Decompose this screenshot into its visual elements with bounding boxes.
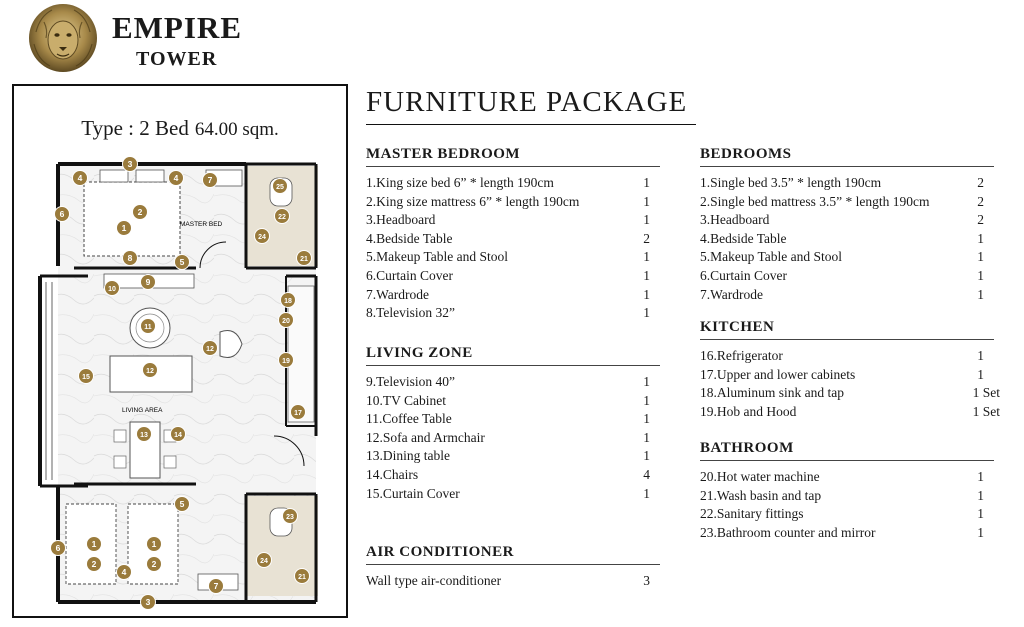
- package-item-qty: 1: [977, 249, 984, 265]
- furniture-marker-24: [255, 229, 270, 244]
- package-item-qty: 1: [643, 249, 650, 265]
- svg-text:12: 12: [206, 346, 214, 353]
- package-item-qty: 2: [977, 175, 984, 190]
- package-item-label: 15.Curtain Cover: [366, 485, 460, 501]
- package-item-label: 20.Hot water machine: [700, 469, 820, 484]
- package-item-qty: 1: [643, 267, 650, 283]
- section-heading: BATHROOM: [700, 440, 994, 461]
- package-item: [700, 267, 994, 286]
- package-item: [366, 211, 660, 230]
- section-heading: KITCHEN: [700, 319, 994, 340]
- package-item-label: 5.Makeup Table and Stool: [700, 249, 843, 265]
- furniture-marker-12: [143, 363, 158, 378]
- furniture-marker-5: [175, 255, 190, 270]
- svg-text:6: 6: [59, 209, 65, 219]
- package-item-qty: 1: [643, 175, 650, 190]
- master-bed-label: MASTER BED: [180, 221, 223, 228]
- package-item-label: Wall type air-conditioner: [366, 573, 502, 588]
- furniture-marker-4: [117, 565, 132, 580]
- package-item: [700, 347, 994, 366]
- package-item: [366, 429, 660, 448]
- package-item-qty: 1: [977, 469, 984, 484]
- furniture-marker-1: [87, 537, 102, 552]
- package-item: [366, 447, 660, 466]
- svg-text:5: 5: [179, 499, 185, 509]
- section-living-zone: [366, 345, 660, 503]
- package-item: [366, 466, 660, 485]
- svg-text:19: 19: [282, 358, 290, 365]
- section-air-conditioner: [366, 544, 660, 591]
- package-item-qty: 1: [977, 230, 984, 246]
- package-item-qty: 1: [643, 193, 650, 209]
- package-item-label: 21.Wash basin and tap: [700, 487, 822, 503]
- furniture-marker-22: [275, 209, 290, 224]
- package-item: [700, 248, 994, 267]
- package-title: FURNITURE PACKAGE: [366, 86, 688, 118]
- package-item-label: 7.Wardrode: [366, 286, 430, 302]
- svg-text:1: 1: [91, 539, 97, 549]
- furniture-marker-23: [283, 509, 298, 524]
- package-item-label: 5.Makeup Table and Stool: [366, 249, 509, 265]
- svg-text:7: 7: [213, 581, 219, 591]
- furniture-marker-17: [291, 405, 306, 420]
- furniture-marker-3: [123, 157, 138, 172]
- furniture-marker-12: [203, 341, 218, 356]
- furniture-marker-15: [79, 369, 94, 384]
- svg-text:9: 9: [145, 277, 151, 287]
- package-item-label: 14.Chairs: [366, 466, 419, 482]
- svg-text:10: 10: [108, 286, 116, 293]
- package-item-qty: 1: [643, 485, 650, 501]
- furniture-marker-20: [279, 313, 294, 328]
- package-item: [700, 193, 994, 212]
- furniture-marker-9: [141, 275, 156, 290]
- svg-text:25: 25: [276, 184, 284, 191]
- furniture-marker-7: [209, 579, 224, 594]
- package-item: [700, 487, 994, 506]
- package-item-label: 7.Wardrode: [700, 286, 764, 302]
- package-item-label: 6.Curtain Cover: [366, 267, 453, 283]
- package-item-qty: 1: [977, 524, 984, 540]
- furniture-marker-1: [117, 221, 132, 236]
- section-bedrooms: [700, 146, 994, 304]
- unit-type-text: Type : 2 Bed: [81, 116, 189, 140]
- section-heading: LIVING ZONE: [366, 345, 660, 366]
- package-item-qty: 1: [643, 212, 650, 228]
- package-item: [366, 410, 660, 429]
- package-item: [366, 572, 660, 591]
- package-item-label: 1.Single bed 3.5” * length 190cm: [700, 175, 882, 190]
- svg-text:2: 2: [151, 559, 157, 569]
- package-item: [366, 392, 660, 411]
- package-item: [700, 286, 994, 305]
- package-item: [700, 211, 994, 230]
- svg-text:3: 3: [145, 597, 151, 607]
- package-item-qty: 1: [643, 411, 650, 427]
- svg-text:4: 4: [173, 173, 179, 183]
- package-item-label: 17.Upper and lower cabinets: [700, 366, 856, 382]
- package-item-label: 12.Sofa and Armchair: [366, 429, 485, 445]
- package-item: [366, 174, 660, 193]
- furniture-marker-4: [73, 171, 88, 186]
- package-item-label: 8.Television 32”: [366, 305, 456, 321]
- svg-text:1: 1: [151, 539, 157, 549]
- curtains: [46, 282, 52, 480]
- package-item-label: 18.Aluminum sink and tap: [700, 385, 844, 401]
- package-item: [366, 248, 660, 267]
- section-heading: MASTER BEDROOM: [366, 146, 660, 167]
- brand-name: EMPIRE: [112, 10, 242, 45]
- package-item-label: 2.Single bed mattress 3.5” * length 190cm: [700, 193, 930, 209]
- furniture-marker-21: [297, 251, 312, 266]
- package-item-label: 22.Sanitary fittings: [700, 506, 804, 522]
- package-item-label: 10.TV Cabinet: [366, 392, 446, 408]
- package-item-qty: 2: [643, 230, 650, 246]
- furniture-marker-14: [171, 427, 186, 442]
- package-item-label: 2.King size mattress 6” * length 190cm: [366, 193, 580, 209]
- package-item: [700, 403, 1000, 422]
- furniture-marker-1: [147, 537, 162, 552]
- package-item-qty: 2: [977, 193, 984, 209]
- furniture-marker-6: [55, 207, 70, 222]
- furniture-marker-10: [105, 281, 120, 296]
- package-item-qty: 1: [977, 286, 984, 302]
- svg-text:21: 21: [300, 256, 308, 263]
- package-item-label: 13.Dining table: [366, 448, 450, 464]
- furniture-marker-6: [51, 541, 66, 556]
- package-item: [366, 267, 660, 286]
- living-area-label: LIVING AREA: [122, 407, 163, 414]
- package-item: [700, 468, 994, 487]
- master-bed: [84, 182, 180, 256]
- brand-header: [24, 2, 284, 76]
- package-item-label: 3.Headboard: [700, 212, 770, 228]
- package-item: [700, 366, 994, 385]
- svg-text:24: 24: [260, 558, 268, 565]
- svg-text:5: 5: [179, 257, 185, 267]
- package-item: [366, 193, 660, 212]
- svg-text:13: 13: [140, 432, 148, 439]
- furniture-marker-3: [141, 595, 156, 610]
- svg-text:8: 8: [127, 253, 133, 263]
- svg-text:12: 12: [146, 368, 154, 375]
- package-item-label: 11.Coffee Table: [366, 411, 452, 427]
- svg-text:20: 20: [282, 318, 290, 325]
- package-item-qty: 1: [977, 348, 984, 363]
- svg-text:22: 22: [278, 214, 286, 221]
- package-item-qty: 1: [977, 506, 984, 522]
- lion-head-logo-icon: [26, 2, 100, 74]
- package-item-label: 9.Television 40”: [366, 374, 456, 389]
- furniture-marker-8: [123, 251, 138, 266]
- package-item-qty: 1: [643, 448, 650, 464]
- package-item: [700, 230, 994, 249]
- package-item-label: 4.Bedside Table: [700, 230, 787, 246]
- package-item: [700, 174, 994, 193]
- svg-text:2: 2: [137, 207, 143, 217]
- package-item-label: 4.Bedside Table: [366, 230, 453, 246]
- svg-text:24: 24: [258, 234, 266, 241]
- package-item-label: 23.Bathroom counter and mirror: [700, 524, 876, 540]
- furniture-marker-24: [257, 553, 272, 568]
- svg-text:2: 2: [91, 559, 97, 569]
- svg-text:11: 11: [144, 324, 152, 331]
- package-item-label: 19.Hob and Hood: [700, 403, 797, 419]
- package-item-label: 6.Curtain Cover: [700, 267, 787, 283]
- section-bathroom: [700, 440, 994, 542]
- package-item-qty: 1: [643, 286, 650, 302]
- package-item-qty: 4: [643, 466, 650, 482]
- package-item-qty: 1: [977, 267, 984, 283]
- furniture-marker-7: [203, 173, 218, 188]
- svg-text:15: 15: [82, 374, 90, 381]
- svg-text:1: 1: [121, 223, 127, 233]
- section-kitchen: [700, 319, 1000, 421]
- furniture-marker-2: [147, 557, 162, 572]
- section-master-bedroom: [366, 146, 660, 323]
- floor-plan-panel: [12, 84, 348, 618]
- package-item: [700, 384, 1000, 403]
- package-item-qty: 1: [643, 305, 650, 321]
- unit-area-text: 64.00 sqm.: [194, 119, 279, 140]
- package-item-qty: 1: [977, 366, 984, 382]
- package-item: [366, 304, 660, 323]
- brand-subname: TOWER: [136, 48, 218, 70]
- package-item: [366, 373, 660, 392]
- package-item-qty: 2: [977, 212, 984, 228]
- svg-text:7: 7: [207, 175, 213, 185]
- svg-text:6: 6: [55, 543, 61, 553]
- section-heading: AIR CONDITIONER: [366, 544, 660, 565]
- furniture-marker-2: [87, 557, 102, 572]
- svg-text:14: 14: [174, 432, 182, 439]
- package-item: [366, 230, 660, 249]
- package-item-qty: 3: [643, 573, 650, 588]
- package-item-qty: 1: [643, 429, 650, 445]
- package-item-qty: 1: [643, 374, 650, 389]
- furniture-marker-13: [137, 427, 152, 442]
- package-item: [366, 485, 660, 504]
- furniture-marker-11: [141, 319, 156, 334]
- package-item: [700, 524, 994, 543]
- package-item-qty: 1 Set: [972, 385, 1000, 401]
- svg-text:21: 21: [298, 574, 306, 581]
- package-item: [700, 505, 994, 524]
- package-item-qty: 1: [977, 487, 984, 503]
- svg-text:18: 18: [284, 298, 292, 305]
- package-item-label: 1.King size bed 6” * length 190cm: [366, 175, 554, 190]
- package-item-label: 16.Refrigerator: [700, 348, 783, 363]
- furniture-marker-19: [279, 353, 294, 368]
- svg-text:4: 4: [77, 173, 83, 183]
- section-heading: BEDROOMS: [700, 146, 994, 167]
- furniture-marker-5: [175, 497, 190, 512]
- svg-text:3: 3: [127, 159, 133, 169]
- furniture-marker-25: [273, 179, 288, 194]
- furniture-marker-4: [169, 171, 184, 186]
- package-item: [366, 286, 660, 305]
- floor-plan-drawing: [14, 86, 348, 618]
- furniture-marker-18: [281, 293, 296, 308]
- package-item-qty: 1 Set: [972, 403, 1000, 419]
- svg-text:17: 17: [294, 410, 302, 417]
- package-title-rule: [366, 124, 696, 125]
- package-item-qty: 1: [643, 392, 650, 408]
- furniture-marker-2: [133, 205, 148, 220]
- svg-text:23: 23: [286, 514, 294, 521]
- furniture-marker-21: [295, 569, 310, 584]
- svg-text:4: 4: [121, 567, 127, 577]
- package-item-label: 3.Headboard: [366, 212, 436, 228]
